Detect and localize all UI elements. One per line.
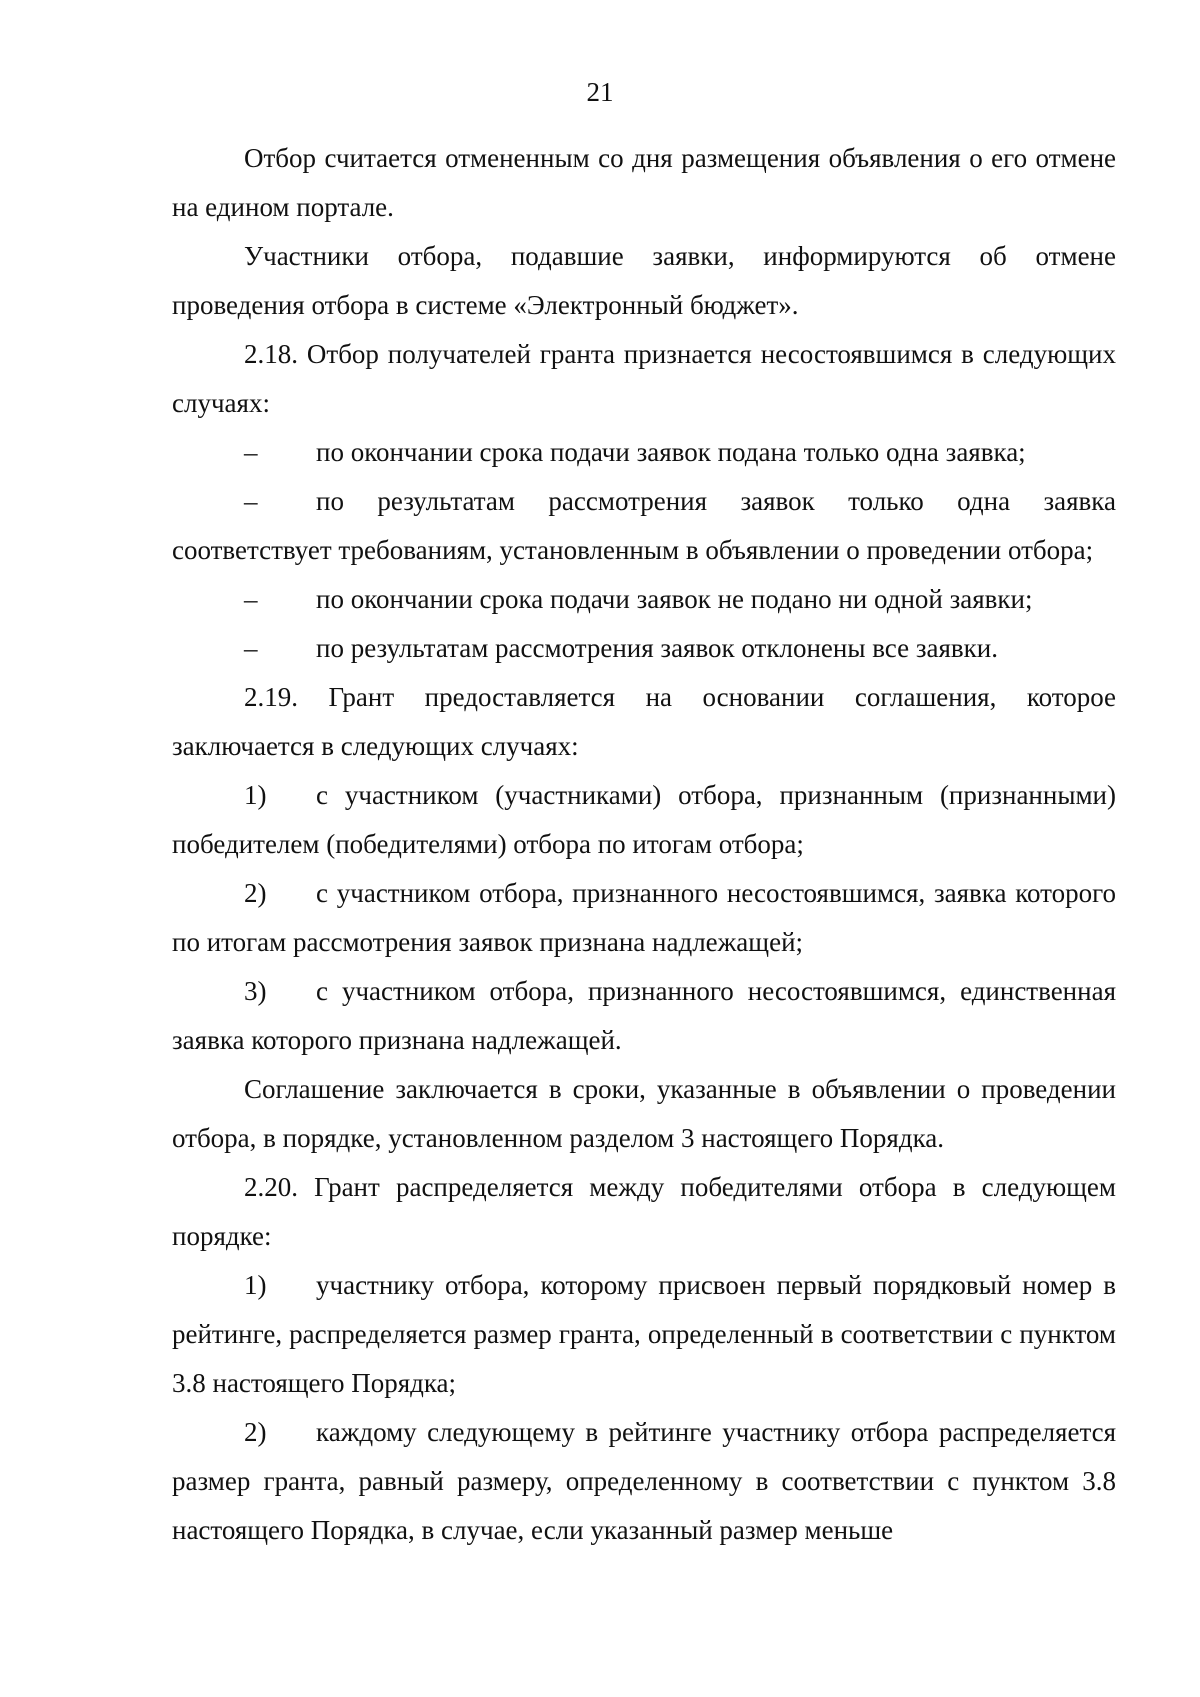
item-number: 1) — [244, 780, 267, 810]
dash-marker: – — [244, 437, 258, 467]
numbered-list-item — [172, 771, 1116, 869]
list-item-text: с участником (участниками) отбора, признанным (признанными) победителем (победителями) отбора по итогам отбора; — [172, 780, 1116, 859]
clause-text: Грант распределяется между победителями отбора в следующем порядке: — [172, 1172, 1116, 1251]
dash-list-item — [172, 477, 1116, 575]
numbered-list-item — [172, 967, 1116, 1065]
paragraph-agreement-terms — [172, 1065, 1116, 1163]
list-item-text: по результатам рассмотрения заявок только одна заявка соответствует требованиям, установленным в объявлении о проведении отбора; — [172, 486, 1116, 565]
clause-text: Отбор получателей гранта признается несостоявшимся в следующих случаях: — [172, 339, 1117, 418]
clause-number: 2.18. — [244, 339, 298, 369]
dash-list-item — [172, 428, 1116, 477]
dash-list-item — [172, 624, 1116, 673]
list-item-text: по окончании срока подачи заявок подана только одна заявка; — [316, 437, 1026, 467]
list-item-text: с участником отбора, признанного несостоявшимся, заявка которого по итогам рассмотрения заявок признана надлежащей; — [172, 878, 1116, 957]
clause-2-20 — [172, 1163, 1116, 1261]
item-number: 2) — [244, 878, 267, 908]
list-item-text: участнику отбора, которому присвоен первый порядковый номер в рейтинге, распределяется размер гранта, определенный в соответствии с пунктом 3.8 настоящего Порядка; — [172, 1270, 1116, 1398]
dash-marker: – — [244, 633, 258, 663]
document-body — [172, 134, 1116, 1555]
item-number: 3) — [244, 976, 267, 1006]
clause-2-18 — [172, 330, 1116, 428]
page-number: 21 — [586, 77, 614, 107]
clause-number: 2.19. — [244, 682, 298, 712]
paragraph-text: Соглашение заключается в сроки, указанные в объявлении о проведении отбора, в порядке, установленном разделом 3 настоящего Порядка. — [172, 1074, 1116, 1153]
paragraph-text: Отбор считается отмененным со дня размещения объявления о его отмене на едином портале. — [172, 143, 1116, 222]
numbered-list-item — [172, 1261, 1116, 1408]
dash-marker: – — [244, 584, 258, 614]
list-item-text: каждому следующему в рейтинге участнику отбора распределяется размер гранта, равный размеру, определенному в соответствии с пунктом 3.8 настоящего Порядка, в случае, если указанный размер меньше — [172, 1417, 1116, 1545]
list-item-text: по результатам рассмотрения заявок отклонены все заявки. — [316, 633, 998, 663]
dash-marker: – — [244, 486, 258, 516]
paragraph-cancel-date — [172, 134, 1116, 232]
clause-number: 2.20. — [244, 1172, 298, 1202]
dash-list-item — [172, 575, 1116, 624]
numbered-list-item — [172, 869, 1116, 967]
paragraph-participants-informed — [172, 232, 1116, 330]
item-number: 2) — [244, 1417, 267, 1447]
item-number: 1) — [244, 1270, 267, 1300]
paragraph-text: Участники отбора, подавшие заявки, информируются об отмене проведения отбора в системе «Электронный бюджет». — [172, 241, 1116, 320]
clause-text: Грант предоставляется на основании соглашения, которое заключается в следующих случаях: — [172, 682, 1117, 761]
list-item-text: по окончании срока подачи заявок не подано ни одной заявки; — [316, 584, 1033, 614]
list-item-text: с участником отбора, признанного несостоявшимся, единственная заявка которого признана надлежащей. — [172, 976, 1116, 1055]
numbered-list-item — [172, 1408, 1116, 1555]
clause-2-19 — [172, 673, 1116, 771]
